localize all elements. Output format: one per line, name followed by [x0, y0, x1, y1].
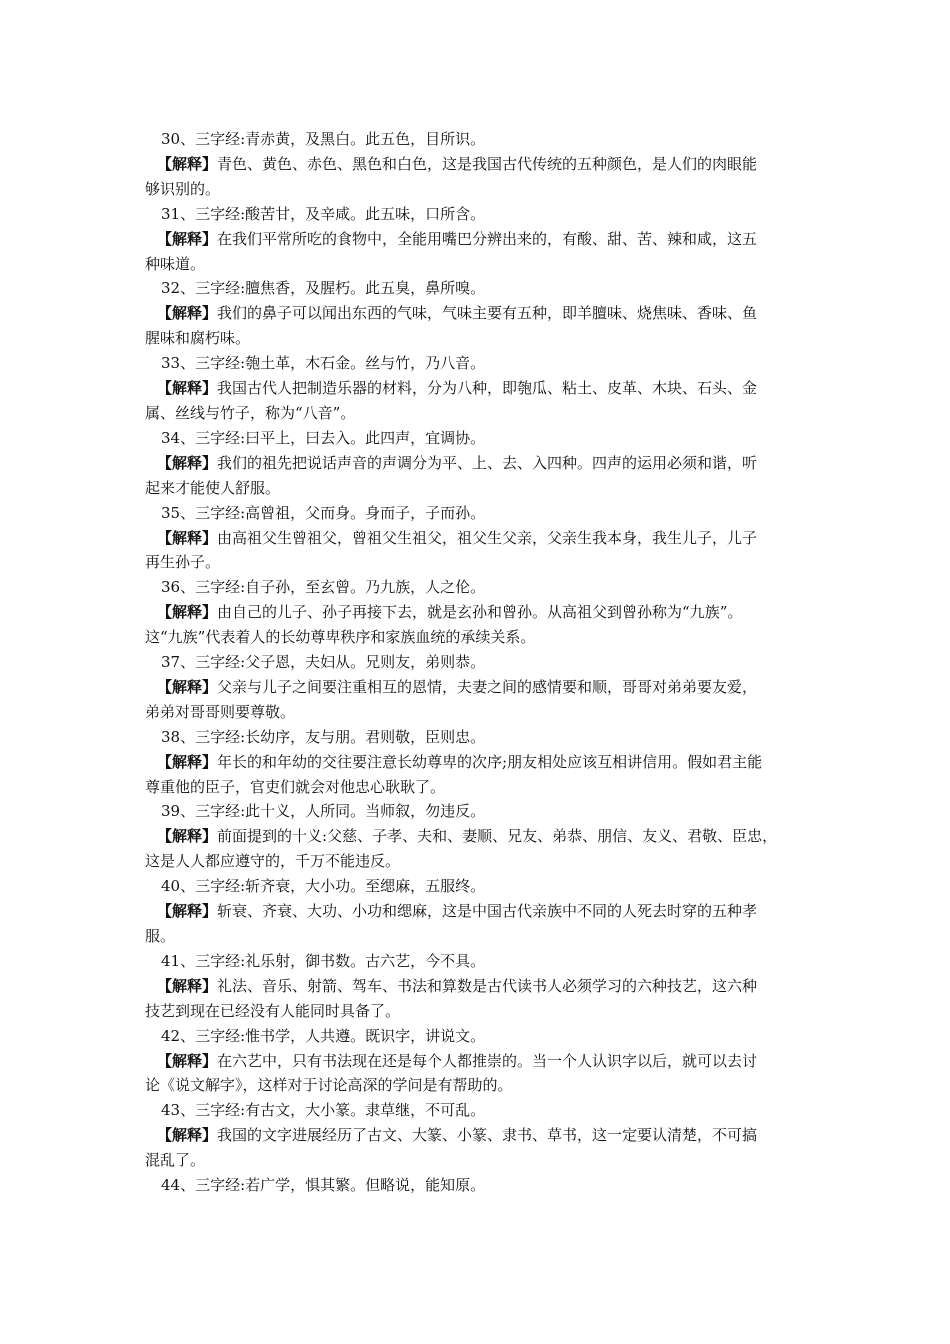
- verse-line: 30、三字经:青赤黄，及黑白。此五色，目所识。: [161, 130, 486, 148]
- entry-30: [145, 127, 825, 202]
- entry-41: [145, 949, 825, 1024]
- explanation-text: 青色、黄色、赤色、黑色和白色，这是我国古代传统的五种颜色，是人们的肉眼能: [217, 154, 758, 173]
- explanation-text: 由高祖父生曾祖父，曾祖父生祖父，祖父生父亲，父亲生我本身，我生儿子，儿子: [217, 528, 758, 547]
- explanation-text: 前面提到的十义:父慈、子孝、夫和、妻顺、兄友、弟恭、朋信、友义、君敬、臣忠，: [217, 827, 778, 846]
- explanation-line: [145, 1049, 825, 1074]
- explanation-line: [145, 301, 825, 326]
- verse-line: 40、三字经:斩齐衰，大小功。至缌麻，五服终。: [161, 877, 486, 896]
- entry-32: [145, 276, 825, 351]
- entry-35: [145, 501, 825, 576]
- explanation-tag: 【解释】: [157, 453, 218, 472]
- explanation-line: 起来才能使人舒服。: [145, 478, 281, 497]
- verse-line: 39、三字经:此十义，人所同。当师叙，勿违反。: [161, 802, 486, 821]
- entry-34: [145, 426, 825, 501]
- verse-line: 35、三字经:高曾祖，父而身。身而子，子而孙。: [161, 503, 486, 522]
- explanation-line: 弟弟对哥哥则要尊敬。: [145, 702, 296, 721]
- explanation-line: 腥味和腐朽味。: [145, 329, 251, 348]
- entry-43: [145, 1098, 825, 1173]
- explanation-text: 由自己的儿子、孙子再接下去，就是玄孙和曾孙。从高祖父到曾孙称为“九族”。: [217, 603, 743, 622]
- explanation-line: [145, 526, 825, 551]
- explanation-tag: 【解释】: [157, 1051, 218, 1070]
- entry-31: [145, 202, 825, 277]
- explanation-line: 种味道。: [145, 254, 206, 273]
- entry-42: [145, 1024, 825, 1099]
- explanation-tag: 【解释】: [157, 379, 218, 398]
- explanation-line: 混乱了。: [145, 1151, 206, 1170]
- explanation-line: 尊重他的臣子，官吏们就会对他忠心耿耿了。: [145, 777, 446, 796]
- verse-line: 32、三字经:膻焦香，及腥朽。此五臭，鼻所嗅。: [161, 279, 486, 298]
- explanation-tag: 【解释】: [157, 528, 218, 547]
- explanation-line: [145, 600, 825, 625]
- entry-33: [145, 351, 825, 426]
- explanation-tag: 【解释】: [157, 1126, 218, 1145]
- explanation-line: 技艺到现在已经没有人能同时具备了。: [145, 1001, 401, 1020]
- explanation-text: 斩衰、齐衰、大功、小功和缌麻，这是中国古代亲族中不同的人死去时穿的五种孝: [217, 902, 758, 921]
- verse-line: 36、三字经:自子孙，至玄曾。乃九族，人之伦。: [161, 578, 486, 597]
- entry-36: [145, 575, 825, 650]
- explanation-line: 这是人人都应遵守的，千万不能违反。: [145, 852, 401, 871]
- verse-line: 31、三字经:酸苦甘，及辛咸。此五味，口所含。: [161, 204, 486, 223]
- explanation-line: [145, 899, 825, 924]
- explanation-line: [145, 152, 825, 177]
- explanation-tag: 【解释】: [157, 154, 218, 173]
- explanation-line: 服。: [145, 927, 176, 945]
- explanation-line: [145, 974, 825, 999]
- explanation-line: [145, 451, 825, 476]
- explanation-line: [145, 1123, 825, 1148]
- explanation-line: 属、丝线与竹子，称为“八音”。: [145, 403, 356, 422]
- explanation-line: 这“九族”代表着人的长幼尊卑秩序和家族血统的承续关系。: [145, 628, 536, 647]
- verse-line: 44、三字经:若广学，惧其繁。但略说，能知原。: [161, 1176, 486, 1195]
- explanation-line: 再生孙子。: [145, 553, 221, 572]
- explanation-text: 在六艺中，只有书法现在还是每个人都推崇的。当一个人认识字以后，就可以去讨: [217, 1051, 758, 1070]
- explanation-text: 在我们平常所吃的食物中，全能用嘴巴分辨出来的，有酸、甜、苦、辣和咸，这五: [217, 229, 758, 248]
- explanation-line: [145, 750, 825, 775]
- explanation-line: [145, 824, 825, 849]
- explanation-line: [145, 227, 825, 252]
- verse-line: 33、三字经:匏土革，木石金。丝与竹，乃八音。: [161, 354, 486, 373]
- explanation-line: [145, 376, 825, 401]
- explanation-tag: 【解释】: [157, 304, 218, 323]
- explanation-tag: 【解释】: [157, 677, 218, 696]
- entry-38: [145, 725, 825, 800]
- verse-line: 41、三字经:礼乐射，御书数。古六艺，今不具。: [161, 951, 486, 970]
- explanation-text: 我国古代人把制造乐器的材料，分为八种，即匏瓜、粘土、皮革、木块、石头、金: [217, 379, 758, 398]
- explanation-text: 礼法、音乐、射箭、驾车、书法和算数是古代读书人必须学习的六种技艺，这六种: [217, 976, 758, 995]
- verse-line: 37、三字经:父子恩，夫妇从。兄则友，弟则恭。: [161, 653, 486, 672]
- explanation-tag: 【解释】: [157, 229, 218, 248]
- document-body: [145, 127, 825, 1198]
- explanation-line: 论《说文解字》，这样对于讨论高深的学问是有帮助的。: [145, 1076, 513, 1095]
- explanation-tag: 【解释】: [157, 752, 218, 771]
- entry-40: [145, 874, 825, 949]
- explanation-text: 年长的和年幼的交往要注意长幼尊卑的次序;朋友相处应该互相讲信用。假如君主能: [217, 752, 763, 771]
- explanation-text: 我国的文字进展经历了古文、大篆、小篆、隶书、草书，这一定要认清楚，不可搞: [217, 1126, 758, 1145]
- verse-line: 34、三字经:曰平上，曰去入。此四声，宜调协。: [161, 428, 486, 447]
- explanation-tag: 【解释】: [157, 827, 218, 846]
- explanation-line: [145, 675, 825, 700]
- verse-line: 43、三字经:有古文，大小篆。隶草继，不可乱。: [161, 1101, 486, 1120]
- verse-line: 42、三字经:惟书学，人共遵。既识字，讲说文。: [161, 1026, 486, 1045]
- explanation-tag: 【解释】: [157, 902, 218, 921]
- explanation-text: 我们的鼻子可以闻出东西的气味，气味主要有五种，即羊膻味、烧焦味、香味、鱼: [217, 304, 758, 323]
- explanation-text: 父亲与儿子之间要注重相互的恩情，夫妻之间的感情要和顺，哥哥对弟弟要友爱，: [217, 677, 758, 696]
- verse-line: 38、三字经:长幼序，友与朋。君则敬，臣则忠。: [161, 727, 486, 746]
- explanation-tag: 【解释】: [157, 603, 218, 622]
- explanation-line: 够识别的。: [145, 179, 221, 198]
- entry-37: [145, 650, 825, 725]
- entry-39: [145, 799, 825, 874]
- explanation-text: 我们的祖先把说话声音的声调分为平、上、去、入四种。四声的运用必须和谐，听: [217, 453, 758, 472]
- explanation-tag: 【解释】: [157, 976, 218, 995]
- entry-44: [145, 1173, 825, 1198]
